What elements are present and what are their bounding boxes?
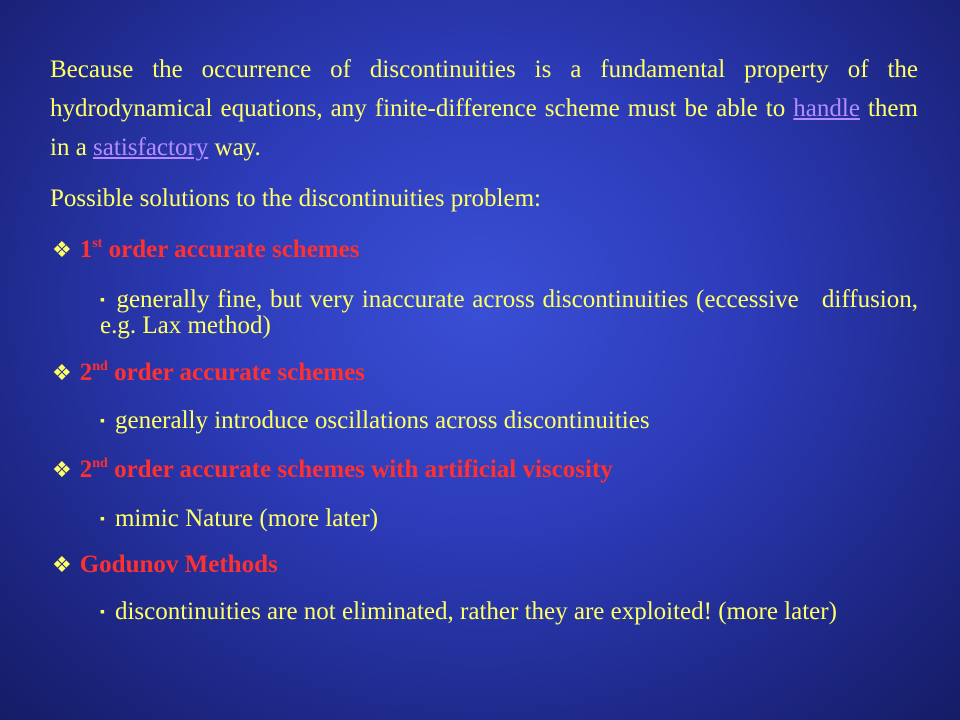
heading-title: order accurate schemes with artificial viscosity: [107, 456, 613, 483]
heading-number: 2: [79, 359, 93, 386]
intro-text-4: way.: [208, 134, 261, 161]
item-text: generally fine, but very inaccurate across discontinuities (eccessive diffusion, e.g. Lax method): [100, 286, 925, 339]
heading-number: 2: [79, 456, 93, 483]
heading-title: order accurate schemes: [102, 236, 360, 263]
square-bullet-icon: ▪: [100, 512, 105, 527]
diamond-bullet-icon: ❖: [52, 237, 72, 262]
square-bullet-icon: ▪: [100, 605, 105, 620]
solutions-intro: Possible solutions to the discontinuities problem:: [50, 185, 541, 212]
heading-number: 1: [79, 236, 93, 263]
section-heading-1: [52, 233, 359, 267]
intro-text-2: of the hydrodynamical equations, any finite-difference scheme must be able to: [50, 56, 918, 122]
handle-link[interactable]: handle: [793, 95, 860, 122]
intro-paragraph: [50, 50, 918, 167]
item-text: generally introduce oscillations across discontinuities: [114, 407, 650, 434]
section-heading-2: [52, 356, 365, 390]
intro-text-1: Because the occurrence of discontinuities is a: [50, 56, 601, 83]
section-item-1: [100, 286, 925, 339]
section-item-4: [100, 599, 918, 625]
heading-ordinal: nd: [92, 456, 108, 471]
intro-text-3: them in a: [50, 95, 918, 161]
section-heading-4: [52, 548, 278, 582]
section-item-3: [100, 506, 918, 532]
intro-highlight: fundamental property: [600, 56, 829, 83]
section-item-2: [100, 408, 918, 434]
heading-ordinal: nd: [92, 359, 108, 374]
heading-ordinal: st: [92, 236, 103, 251]
square-bullet-icon: ▪: [100, 293, 107, 308]
diamond-bullet-icon: ❖: [52, 457, 72, 482]
item-text: mimic Nature (more later): [114, 505, 379, 532]
heading-title: Godunov Methods: [79, 551, 278, 578]
section-heading-3: [52, 453, 613, 487]
square-bullet-icon: ▪: [100, 414, 105, 429]
item-text: discontinuities are not eliminated, rather they are exploited! (more later): [114, 598, 837, 625]
diamond-bullet-icon: ❖: [52, 360, 72, 385]
satisfactory-link[interactable]: satisfactory: [93, 134, 209, 161]
heading-title: order accurate schemes: [107, 359, 365, 386]
diamond-bullet-icon: ❖: [52, 552, 72, 577]
